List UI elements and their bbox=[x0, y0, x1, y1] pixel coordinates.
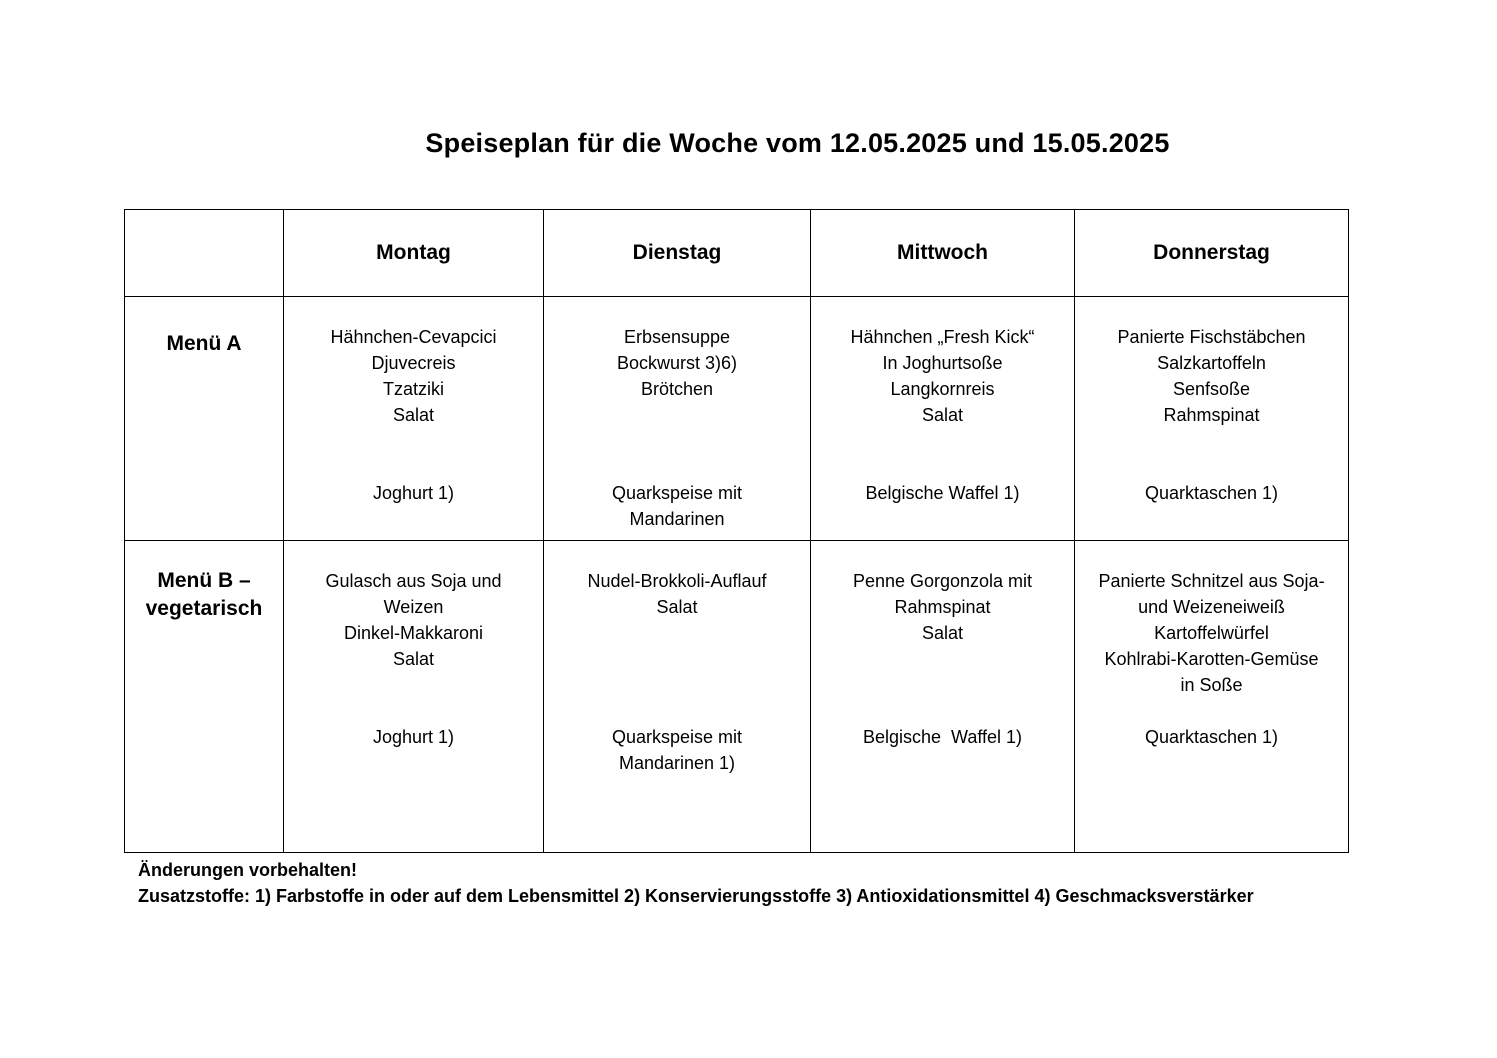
footnotes bbox=[138, 857, 1254, 909]
dessert-line: Joghurt 1) bbox=[372, 727, 455, 747]
dessert-line: Mandarinen 1) bbox=[618, 753, 736, 773]
dessert-line: Belgische Waffel 1) bbox=[865, 483, 1020, 503]
dessert-line: Quarktaschen 1) bbox=[1144, 727, 1279, 747]
dish-line: Panierte Fischstäbchen bbox=[1117, 327, 1306, 347]
dish-line: Salat bbox=[921, 405, 964, 425]
dish-line: Panierte Schnitzel aus Soja- bbox=[1098, 571, 1325, 591]
dish-line: Rahmspinat bbox=[1163, 405, 1260, 425]
dish-line: Salat bbox=[392, 649, 435, 669]
corner-cell bbox=[125, 210, 284, 297]
page-title: Speiseplan für die Woche vom 12.05.2025 und 15.05.2025 bbox=[425, 128, 1170, 158]
menu-label-text: vegetarisch bbox=[145, 597, 263, 620]
dish-line: in Soße bbox=[1180, 675, 1243, 695]
dessert-line: Joghurt 1) bbox=[372, 483, 455, 503]
menu-cell-a-wednesday bbox=[811, 297, 1075, 541]
dessert-line: Quarktaschen 1) bbox=[1144, 483, 1279, 503]
dish-line: Erbsensuppe bbox=[623, 327, 731, 347]
menu-label-text: Menü B – bbox=[157, 569, 251, 592]
dish-line: Dinkel-Makkaroni bbox=[343, 623, 484, 643]
changes-note: Änderungen vorbehalten! bbox=[138, 860, 358, 880]
menu-cell-b-monday bbox=[284, 541, 544, 853]
header-row bbox=[125, 210, 1349, 297]
menu-label-text: Menü A bbox=[166, 332, 242, 355]
dish-line: Rahmspinat bbox=[894, 597, 991, 617]
menu-cell-b-tuesday bbox=[544, 541, 811, 853]
dessert-line: Quarkspeise mit bbox=[611, 727, 743, 747]
dessert-line: Belgische Waffel 1) bbox=[862, 727, 1023, 747]
dish-line: Penne Gorgonzola mit bbox=[852, 571, 1033, 591]
dish-line: Salat bbox=[921, 623, 964, 643]
dish-line: Hähnchen „Fresh Kick“ bbox=[850, 327, 1035, 347]
dish-line: Djuvecreis bbox=[371, 353, 456, 373]
dish-line: Senfsoße bbox=[1172, 379, 1251, 399]
menu-label-a bbox=[125, 297, 284, 541]
dish-line: Kohlrabi-Karotten-Gemüse bbox=[1104, 649, 1319, 669]
menu-row-a bbox=[125, 297, 1349, 541]
dish-line: Tzatziki bbox=[382, 379, 444, 399]
day-header-wednesday: Mittwoch bbox=[811, 210, 1075, 297]
dish-line: Brötchen bbox=[640, 379, 714, 399]
dish-line: In Joghurtsoße bbox=[882, 353, 1003, 373]
dish-line: Bockwurst 3)6) bbox=[616, 353, 738, 373]
menu-row-b bbox=[125, 541, 1349, 853]
dish-line: Nudel-Brokkoli-Auflauf bbox=[587, 571, 767, 591]
dish-line: Kartoffelwürfel bbox=[1154, 623, 1269, 643]
dish-line: Hähnchen-Cevapcici bbox=[330, 327, 497, 347]
dessert-line: Mandarinen bbox=[629, 509, 725, 529]
day-header-tuesday: Dienstag bbox=[544, 210, 811, 297]
menu-table bbox=[124, 209, 1349, 853]
menu-cell-a-monday bbox=[284, 297, 544, 541]
menu-label-b bbox=[125, 541, 284, 853]
menu-cell-b-thursday bbox=[1075, 541, 1349, 853]
dish-line: Weizen bbox=[383, 597, 444, 617]
menu-cell-a-tuesday bbox=[544, 297, 811, 541]
dessert-line: Quarkspeise mit bbox=[611, 483, 743, 503]
dish-line: Salat bbox=[392, 405, 435, 425]
dish-line: Langkornreis bbox=[890, 379, 995, 399]
menu-cell-b-wednesday bbox=[811, 541, 1075, 853]
day-header-thursday: Donnerstag bbox=[1075, 210, 1349, 297]
day-header-monday: Montag bbox=[284, 210, 544, 297]
dish-line: Salzkartoffeln bbox=[1157, 353, 1266, 373]
additives-note: Zusatzstoffe: 1) Farbstoffe in oder auf dem Lebensmittel 2) Konservierungsstoffe 3) Antioxidationsmittel 4) Geschmacksverstärker bbox=[138, 886, 1254, 906]
dish-line: Gulasch aus Soja und bbox=[325, 571, 502, 591]
dish-line: Salat bbox=[656, 597, 698, 617]
dish-line: und Weizeneiweiß bbox=[1138, 597, 1285, 617]
menu-cell-a-thursday bbox=[1075, 297, 1349, 541]
